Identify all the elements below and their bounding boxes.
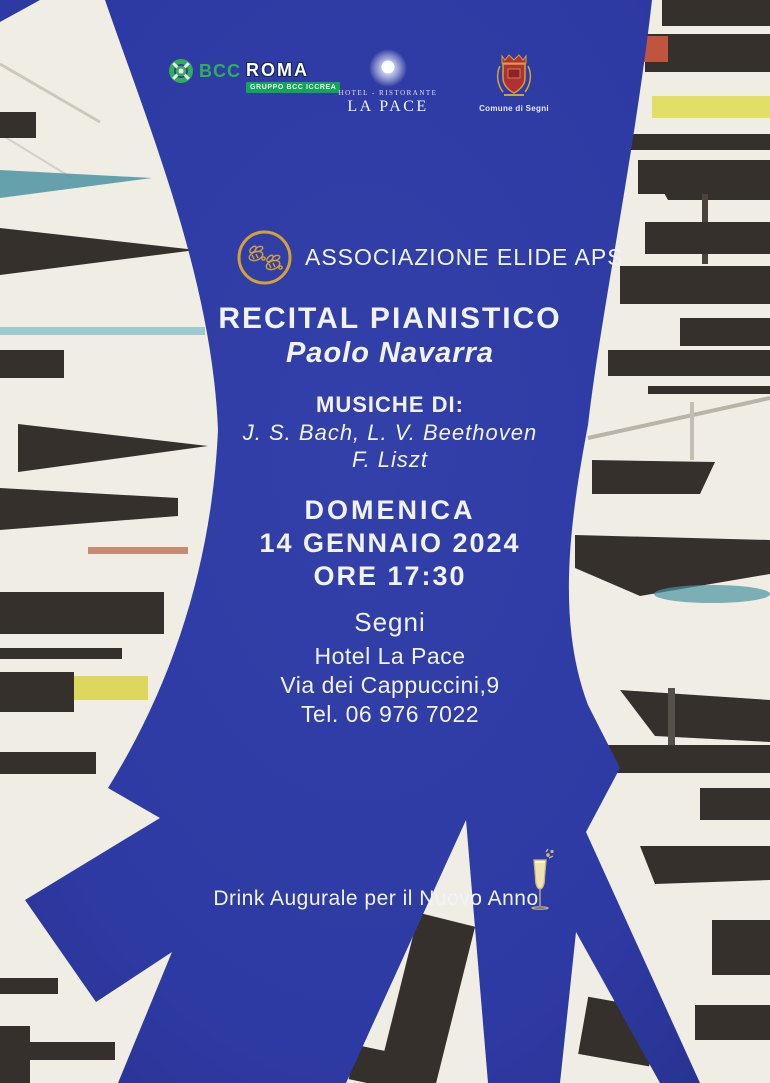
la-pace-name: LA PACE [347, 98, 429, 115]
venue-phone: Tel. 06 976 7022 [300, 701, 480, 727]
program-heading: MUSICHE DI: [316, 392, 464, 417]
program-composers: J. S. Bach, L. V. Beethoven [242, 420, 538, 445]
event-day: DOMENICA [304, 495, 476, 525]
association-name: ASSOCIAZIONE ELIDE APS [305, 244, 624, 270]
venue-address: Via dei Cappuccini,9 [280, 672, 500, 698]
venue-city: Segni [354, 607, 426, 637]
champagne-glass-icon [524, 848, 558, 916]
bcc-group-label: GRUPPO BCC ICCREA [246, 82, 340, 93]
program-composers-2: F. Liszt [351, 447, 429, 472]
performer-name: Paolo Navarra [285, 337, 495, 369]
comune-name: Comune di Segni [479, 104, 549, 113]
event-date: 14 GENNAIO 2024 [259, 528, 521, 558]
bcc-name: BCC [199, 61, 241, 81]
bcc-city: ROMA [246, 60, 309, 80]
venue-name: Hotel La Pace [314, 643, 466, 669]
poster-text-column [130, 0, 650, 1083]
event-time: ORE 17:30 [313, 561, 467, 591]
la-pace-category: HOTEL - RISTORANTE [338, 89, 438, 97]
event-title: RECITAL PIANISTICO [218, 302, 562, 335]
footer-message: Drink Augurale per il Nuovo Anno [213, 887, 539, 910]
